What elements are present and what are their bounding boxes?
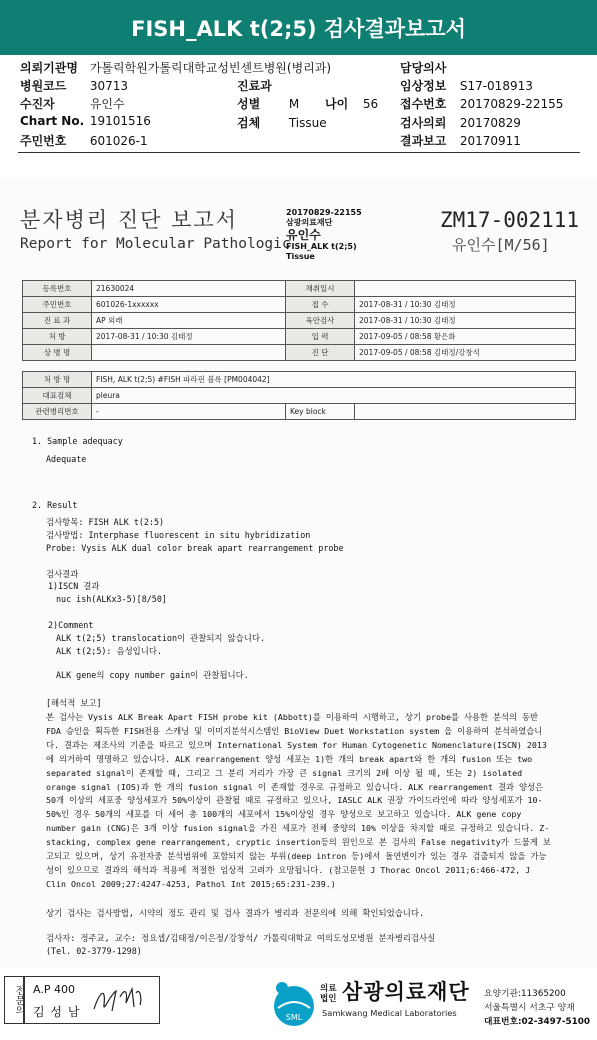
institution-address: 서울특별시 서초구 양재 xyxy=(484,1003,575,1013)
comment-line: ALK t(2;5) translocation이 관찰되지 않습니다. xyxy=(56,633,265,643)
result-line: 검사방법: Interphase fluorescent in situ hybridization xyxy=(46,530,311,540)
comment-line: ALK t(2;5): 음성입니다. xyxy=(56,646,162,656)
resident-label: 주민번호 xyxy=(20,134,67,148)
logo-sub1: 의료 xyxy=(320,984,337,994)
table-row xyxy=(23,329,576,345)
grid-value: AP 외래 xyxy=(92,313,286,329)
specialist-stamp xyxy=(23,976,160,1024)
dept-row xyxy=(237,77,276,94)
table-row xyxy=(23,281,576,297)
report-date-label: 결과보고 xyxy=(400,134,447,148)
document-number: ZM17-002111 xyxy=(440,208,580,232)
footer xyxy=(0,970,597,1040)
doctor-row xyxy=(400,59,450,76)
specimen-label: 검체 xyxy=(237,116,261,130)
logo-english: Samkwang Medical Laboratories xyxy=(322,1008,457,1018)
confirmation-text: 상기 검사는 검사방법, 시약의 정도 관리 및 검사 결과가 병리과 전문의에 의해 확인되었습니다. xyxy=(46,908,425,918)
specimen-row xyxy=(237,114,327,131)
chart-row xyxy=(20,114,151,128)
grid-label: 등록번호 xyxy=(23,281,92,297)
patient-value: 유인수 xyxy=(89,97,125,111)
grid-value: FISH, ALK t(2;5) #FISH 파라핀 블록 [PM004042] xyxy=(92,372,576,388)
sticker-line4: FISH_ALK t(2;5) xyxy=(286,242,357,251)
hospital-code-value: 30713 xyxy=(89,79,129,93)
doctor-label: 담당의사 xyxy=(400,61,447,75)
stamp-ap-code: A.P 400 xyxy=(33,983,75,996)
comment-line: ALK gene의 copy number gain이 관찰됩니다. xyxy=(56,670,249,680)
table-row xyxy=(23,404,576,420)
stamp-name: 김 성 남 xyxy=(33,1005,81,1019)
hospital-code-label: 병원코드 xyxy=(20,79,67,93)
grid-value: 2017-09-05 / 08:58 황은화 xyxy=(355,329,576,345)
patient-label: 수진자 xyxy=(20,97,55,111)
logo-name: 삼광의료재단 xyxy=(342,980,470,1004)
grid-value: 2017-09-05 / 08:58 김태정/강창석 xyxy=(355,345,576,361)
lab-phone: (Tel. 02-3779-1298) xyxy=(46,946,142,956)
sample-value: Adequate xyxy=(46,454,87,464)
specialist-stamp-label: 전문의 xyxy=(4,976,25,1024)
signature-image xyxy=(90,983,146,1017)
report-date-row xyxy=(400,132,521,149)
table-row xyxy=(23,372,576,388)
sticker-line3: 유인수 xyxy=(286,228,321,242)
chart-value: 19101516 xyxy=(89,114,151,128)
comment-heading: 2)Comment xyxy=(48,620,94,630)
grid-label: 육안검사 xyxy=(286,313,355,329)
grid-label: 관련병리번호 xyxy=(23,404,92,420)
grid-value xyxy=(355,281,576,297)
sticker-line5: Tissue xyxy=(286,252,315,261)
grid-label: Key block xyxy=(286,404,355,420)
dept-label: 진료과 xyxy=(237,79,272,93)
resident-row xyxy=(20,132,148,149)
chart-label: Chart No. xyxy=(20,114,85,128)
result-line: Probe: Vysis ALK dual color break apart rearrangement probe xyxy=(46,543,344,553)
grid-value: 601026-1xxxxxx xyxy=(92,297,286,313)
grid-label: 입 력 xyxy=(286,329,355,345)
order-grid xyxy=(22,371,576,420)
info-grid xyxy=(22,280,576,361)
sex-value: M xyxy=(288,97,300,111)
receipt-label: 접수번호 xyxy=(400,97,447,111)
request-label: 검사의뢰 xyxy=(400,116,447,130)
scanned-report xyxy=(0,178,597,968)
sml-logo-text: SML xyxy=(285,1013,303,1022)
grid-label: 상 병 명 xyxy=(23,345,92,361)
clinical-row xyxy=(400,77,533,94)
receipt-value: 20170829-22155 xyxy=(459,97,564,111)
request-row xyxy=(400,114,521,131)
institution-value: 가톨릭학원가톨릭대학교성빈센트병원(병리과) xyxy=(89,61,332,75)
specimen-label-sticker xyxy=(286,208,362,262)
interpretation-heading: [해석적 보고] xyxy=(46,698,102,708)
table-row xyxy=(23,313,576,329)
sticker-line2: 삼광의료재단 xyxy=(286,218,333,227)
grid-label: 주민번호 xyxy=(23,297,92,313)
specimen-value: Tissue xyxy=(288,116,327,130)
hospital-code-row xyxy=(20,77,128,94)
grid-label: 채취일시 xyxy=(286,281,355,297)
grid-value: 21630024 xyxy=(92,281,286,297)
grid-label: 진 단 xyxy=(286,345,355,361)
request-value: 20170829 xyxy=(459,116,521,130)
logo-sub2: 법인 xyxy=(320,994,337,1004)
receipt-row xyxy=(400,95,563,112)
grid-value: - xyxy=(92,404,286,420)
iscn-value: nuc ish(ALKx3-5)[8/50] xyxy=(56,594,167,604)
patient-tag: 유인수[M/56] xyxy=(452,236,550,254)
sml-logo-icon xyxy=(268,978,320,1030)
table-row xyxy=(23,297,576,313)
grid-label: 처 방 xyxy=(23,329,92,345)
sticker-line1: 20170829-22155 xyxy=(286,208,362,217)
grid-label: 처 방 명 xyxy=(23,372,92,388)
report-date-value: 20170911 xyxy=(459,134,521,148)
grid-value xyxy=(355,404,576,420)
grid-value: 2017-08-31 / 10:30 김태정 xyxy=(355,313,576,329)
grid-value: pleura xyxy=(92,388,576,404)
sample-heading: 1. Sample adequacy xyxy=(32,436,123,446)
grid-label: 접 수 xyxy=(286,297,355,313)
grid-value xyxy=(92,345,286,361)
age-value: 56 xyxy=(362,97,379,111)
result-heading: 2. Result xyxy=(32,500,78,510)
sex-label: 성별 xyxy=(237,97,261,111)
institution-label: 의뢰기관명 xyxy=(20,61,78,75)
report-title: FISH_ALK t(2;5) 검사결과보고서 xyxy=(0,0,597,55)
grid-label: 대표검체 xyxy=(23,388,92,404)
scan-title-en: Report for Molecular Pathologic xyxy=(20,236,291,252)
result-subheading: 검사결과 xyxy=(46,569,79,579)
clinical-label: 임상정보 xyxy=(400,79,447,93)
iscn-heading: 1)ISCN 결과 xyxy=(48,581,100,591)
sex-row xyxy=(237,95,299,112)
table-row xyxy=(23,345,576,361)
clinical-value: S17-018913 xyxy=(459,79,533,93)
institution-code: 요양기관:11365200 xyxy=(484,989,566,999)
age-label: 나이 xyxy=(325,97,349,111)
testers-text: 검사자: 정주교, 교수: 정요셉/김태정/이은정/강창석/ 가톨릭대학교 여의도성모병원 분자병리검사실 xyxy=(46,933,436,943)
grid-label: 진 료 과 xyxy=(23,313,92,329)
age-row xyxy=(325,95,378,112)
result-line: 검사항목: FISH ALK t(2:5) xyxy=(46,517,165,527)
table-row xyxy=(23,388,576,404)
patient-row xyxy=(20,95,125,112)
institution-phone: 대표번호:02-3497-5100 xyxy=(484,1017,591,1027)
interpretation-text: 본 검사는 Vysis ALK Break Apart FISH probe kit (Abbott)를 이용하여 시행하고, 상기 probe를 사용한 분석의 동반 FDA 승인을 획득한 FISH전용 스캐닝 및 이미지분석시스템인 BioView Duet Workstation system 을 이용하여 분석하였습니다. 결과는 제조사의 기준을 따르고 있으며 International System for Human Cytogenetic Nomenclature(ISCN) 2013에 의거하여 명명하고 있습니다. ALK rearrangement 양성 세포는 1)한 개의 break apart와 한 개의 fusion 또는 two separated signal이 존재할 때, 그리고 그 분리 거리가 가장 큰 signal 크기의 2배 이상 될 때, 또는 2) isolated orange signal (IOS)과 한 개의 fusion signal 이 존재할 경우로 규정하고 있습니다. ALK rearrangement 결과 양성은 50개 이상의 세포중 양성세포가 50%이상이 관찰될 때로 규정하고 있으나, IASLC ALK 권장 가이드라인에 따라 양성세포가 10-50%인 경우 50개의 세포를 더 세어 총 100개의 세포에서 15%이상일 경우 양성으로 보고하고 있습니다. ALK gene copy number gain (CNG)은 3개 이상 fusion signal을 가진 세포가 전체 중양의 10% 이상을 차지할 때로 규정하고 있습니다. Z-stacking, complex gene rearrangement, cryptic insertion등의 원인으로 본 검사의 False negativity가 드물게 보고되고 있으며, 상기 유전자중 분석범위에 포함되지 않는 부위(deep intron 등)에서 돌연변이가 있는 경우 검출되지 않을 가능성이 있으므로 결과의 해석과 적용에 적절한 임상적 고려가 요망됩니다. (참고문헌 J Thorac Oncol 2011;6:466-472, J Clin Oncol 2009;27:4247-4253, Pathol Int 2015;65:231-239.) xyxy=(46,712,551,889)
institution-row xyxy=(20,59,331,76)
grid-value: 2017-08-31 / 10:30 김태정 xyxy=(355,297,576,313)
grid-value: 2017-08-31 / 10:30 김태정 xyxy=(92,329,286,345)
resident-value: 601026-1 xyxy=(89,134,148,148)
scan-title-ko: 분자병리 진단 보고서 xyxy=(20,208,238,232)
header-divider xyxy=(18,152,580,153)
logo-badge xyxy=(320,984,336,1004)
